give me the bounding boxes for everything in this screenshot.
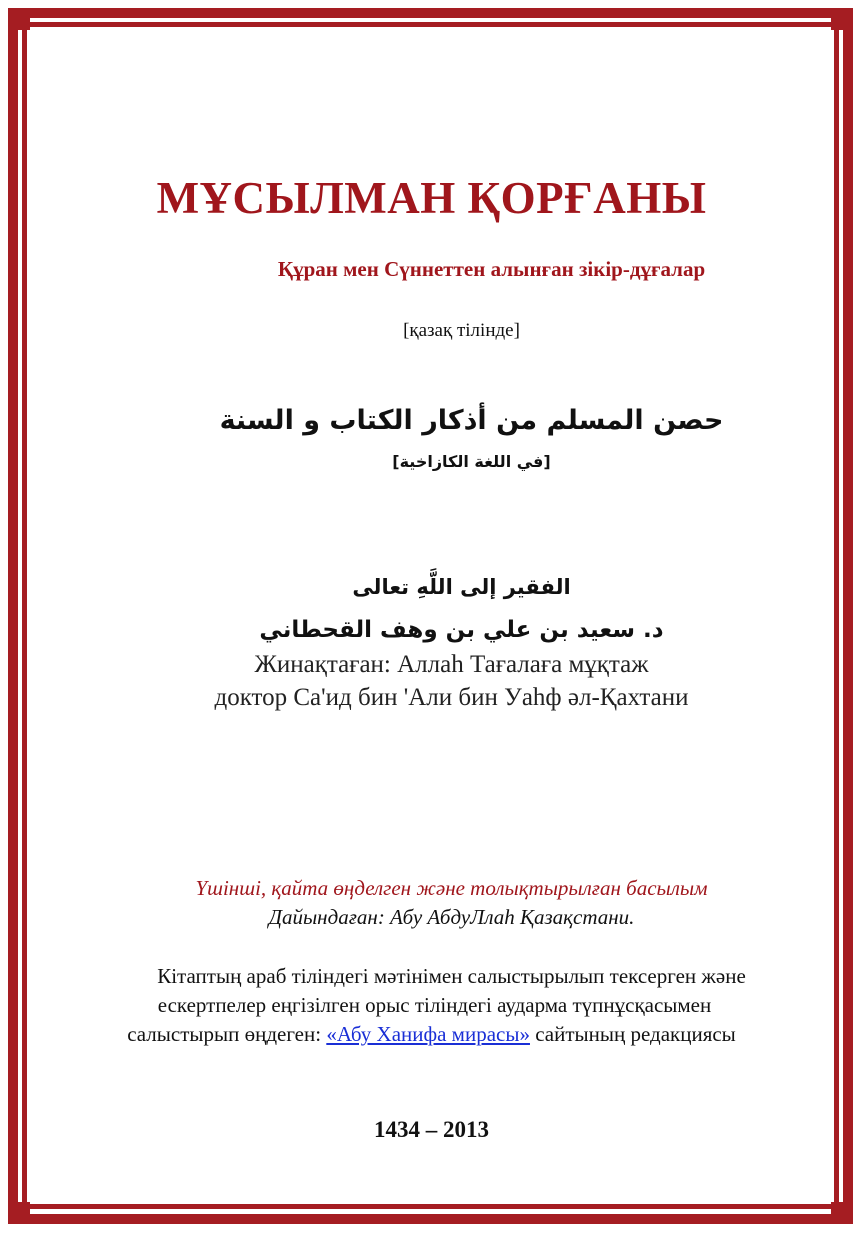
- paragraph-line-3-suffix: сайтының редакциясы: [529, 1022, 736, 1046]
- frame-corner-top-right: [831, 8, 853, 30]
- frame-border-bottom-inner: [22, 1204, 839, 1209]
- author-name: доктор Са'ид бин 'Али бин Уаһф әл-Қахтани: [214, 684, 689, 711]
- edition-note: Үшінші, қайта өңделген және толықтырылған басылым: [195, 876, 708, 900]
- paragraph-line-1: Кітаптың араб тіліндегі мәтінімен салыстырылып тексерген және: [157, 964, 746, 988]
- editorial-paragraph: [0, 962, 863, 1049]
- compiled-by: Жинақтаған: Аллаһ Тағалаға мұқтаж: [254, 651, 649, 678]
- arabic-title: حصن المسلم من أذكار الكتاب و السنة: [219, 405, 724, 436]
- language-note: [қазақ тілінде]: [403, 320, 520, 341]
- frame-border-bottom: [8, 1214, 853, 1224]
- paragraph-line-3: [0, 1020, 863, 1049]
- prepared-by: Дайындаған: Абу АбдуЛлаһ Қазақстани.: [268, 905, 635, 929]
- publication-year: 1434 – 2013: [374, 1117, 489, 1142]
- arabic-author-line-2: د. سعيد بن علي بن وهف القحطاني: [259, 617, 664, 643]
- arabic-language-note: [في اللغة الكازاخية]: [392, 452, 551, 471]
- frame-corner-top-left: [8, 8, 30, 30]
- arabic-author-line-1: الفقير إلى اللَّهِ تعالى: [352, 575, 571, 599]
- frame-corner-bottom-left: [8, 1202, 30, 1224]
- paragraph-line-2: ескертпелер еңгізілген орыс тіліндегі аударма түпнұсқасымен: [157, 993, 712, 1017]
- frame-corner-bottom-right: [831, 1202, 853, 1224]
- frame-border-top-inner: [22, 22, 839, 27]
- site-link[interactable]: «Абу Ханифа мирасы»: [326, 1022, 530, 1046]
- page-subtitle: Құран мен Сүннеттен алынған зікір-дұғалар: [277, 257, 706, 281]
- page-title: МҰСЫЛМАН ҚОРҒАНЫ: [156, 173, 707, 223]
- paragraph-line-3-prefix: салыстырып өңдеген:: [127, 1022, 327, 1046]
- frame-border-top: [8, 8, 853, 18]
